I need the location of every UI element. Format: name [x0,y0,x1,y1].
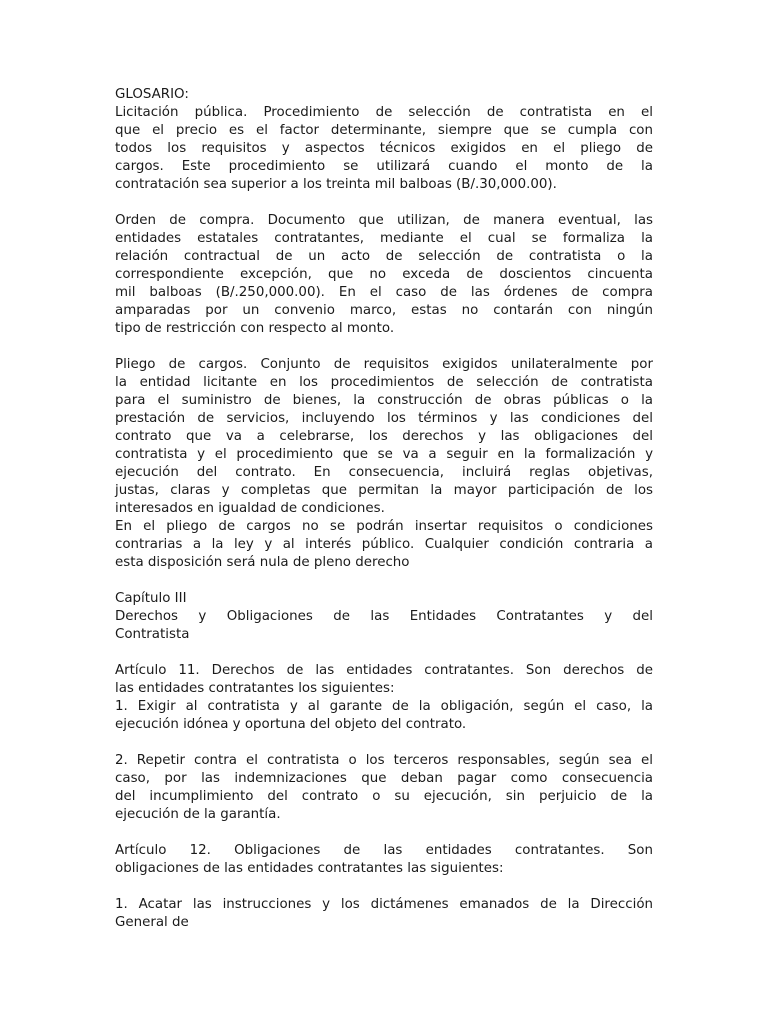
capitulo-heading [115,590,653,644]
text-line: prestación de servicios, incluyendo los términos y las condiciones del [115,411,653,426]
text-line: correspondiente excepción, que no exceda de doscientos cincuenta [115,267,653,282]
text-line: las entidades contratantes los siguientes: [115,681,395,696]
text-line: contratista y el procedimiento que se va a seguir en la formalización y [115,447,653,462]
text-line: contratación sea superior a los treinta mil balboas (B/.30,000.00). [115,177,557,192]
text-line: En el pliego de cargos no se podrán insertar requisitos o condiciones [115,519,653,534]
text-line: Licitación pública. Procedimiento de selección de contratista en el [115,105,653,120]
text-line: del incumplimiento del contrato o su ejecución, sin perjuicio de la [115,789,653,804]
text-line: Pliego de cargos. Conjunto de requisitos exigidos unilateralmente por [115,357,653,372]
text-line: amparadas por un convenio marco, estas no contarán con ningún [115,303,653,318]
text-line: 1. Exigir al contratista y al garante de la obligación, según el caso, la [115,699,653,714]
text-line: contrarias a la ley y al interés público. Cualquier condición contraria a [115,537,653,552]
text-line: que el precio es el factor determinante, siempre que se cumpla con [115,123,653,138]
articulo-11-item-2 [115,752,653,824]
text-line: obligaciones de las entidades contratantes las siguientes: [115,861,504,876]
text-line: mil balboas (B/.250,000.00). En el caso de las órdenes de compra [115,285,653,300]
text-line: para el suministro de bienes, la construcción de obras públicas o la [115,393,653,408]
text-line: Artículo 11. Derechos de las entidades contratantes. Son derechos de [115,663,653,678]
text-line: GLOSARIO: [115,87,189,102]
articulo-12-paragraph [115,842,653,878]
text-line: 2. Repetir contra el contratista o los terceros responsables, según sea el [115,753,653,768]
text-line: Capítulo III [115,591,187,606]
pliego-de-cargos-paragraph [115,356,653,518]
text-line: contrato que va a celebrarse, los derechos y las obligaciones del [115,429,653,444]
pliego-restriction-paragraph [115,518,653,572]
text-line: caso, por las indemnizaciones que deban pagar como consecuencia [115,771,653,786]
text-line: Orden de compra. Documento que utilizan, de manera eventual, las [115,213,653,228]
text-line: interesados en igualdad de condiciones. [115,501,385,516]
text-line: Artículo 12. Obligaciones de las entidades contratantes. Son [115,843,653,858]
text-line: relación contractual de un acto de selección de contratista o la [115,249,653,264]
text-line: Contratista [115,627,190,642]
document-page [115,86,653,950]
text-line: tipo de restricción con respecto al monto. [115,321,395,336]
text-line: cargos. Este procedimiento se utilizará cuando el monto de la [115,159,653,174]
text-line: ejecución idónea y oportuna del objeto del contrato. [115,717,467,732]
text-line: la entidad licitante en los procedimientos de selección de contratista [115,375,653,390]
text-line: esta disposición será nula de pleno derecho [115,555,410,570]
text-line: justas, claras y completas que permitan la mayor participación de los [115,483,653,498]
text-line: Derechos y Obligaciones de las Entidades Contratantes y del [115,609,653,624]
text-line: 1. Acatar las instrucciones y los dictámenes emanados de la Dirección [115,897,653,912]
articulo-11-paragraph [115,662,653,734]
text-line: todos los requisitos y aspectos técnicos exigidos en el pliego de [115,141,653,156]
orden-de-compra-paragraph [115,212,653,338]
text-line: ejecución del contrato. En consecuencia, incluirá reglas objetivas, [115,465,653,480]
text-line: ejecución de la garantía. [115,807,281,822]
glosario-section [115,86,653,194]
text-line: entidades estatales contratantes, mediante el cual se formaliza la [115,231,653,246]
articulo-12-item-1 [115,896,653,932]
text-line: General de [115,915,189,930]
